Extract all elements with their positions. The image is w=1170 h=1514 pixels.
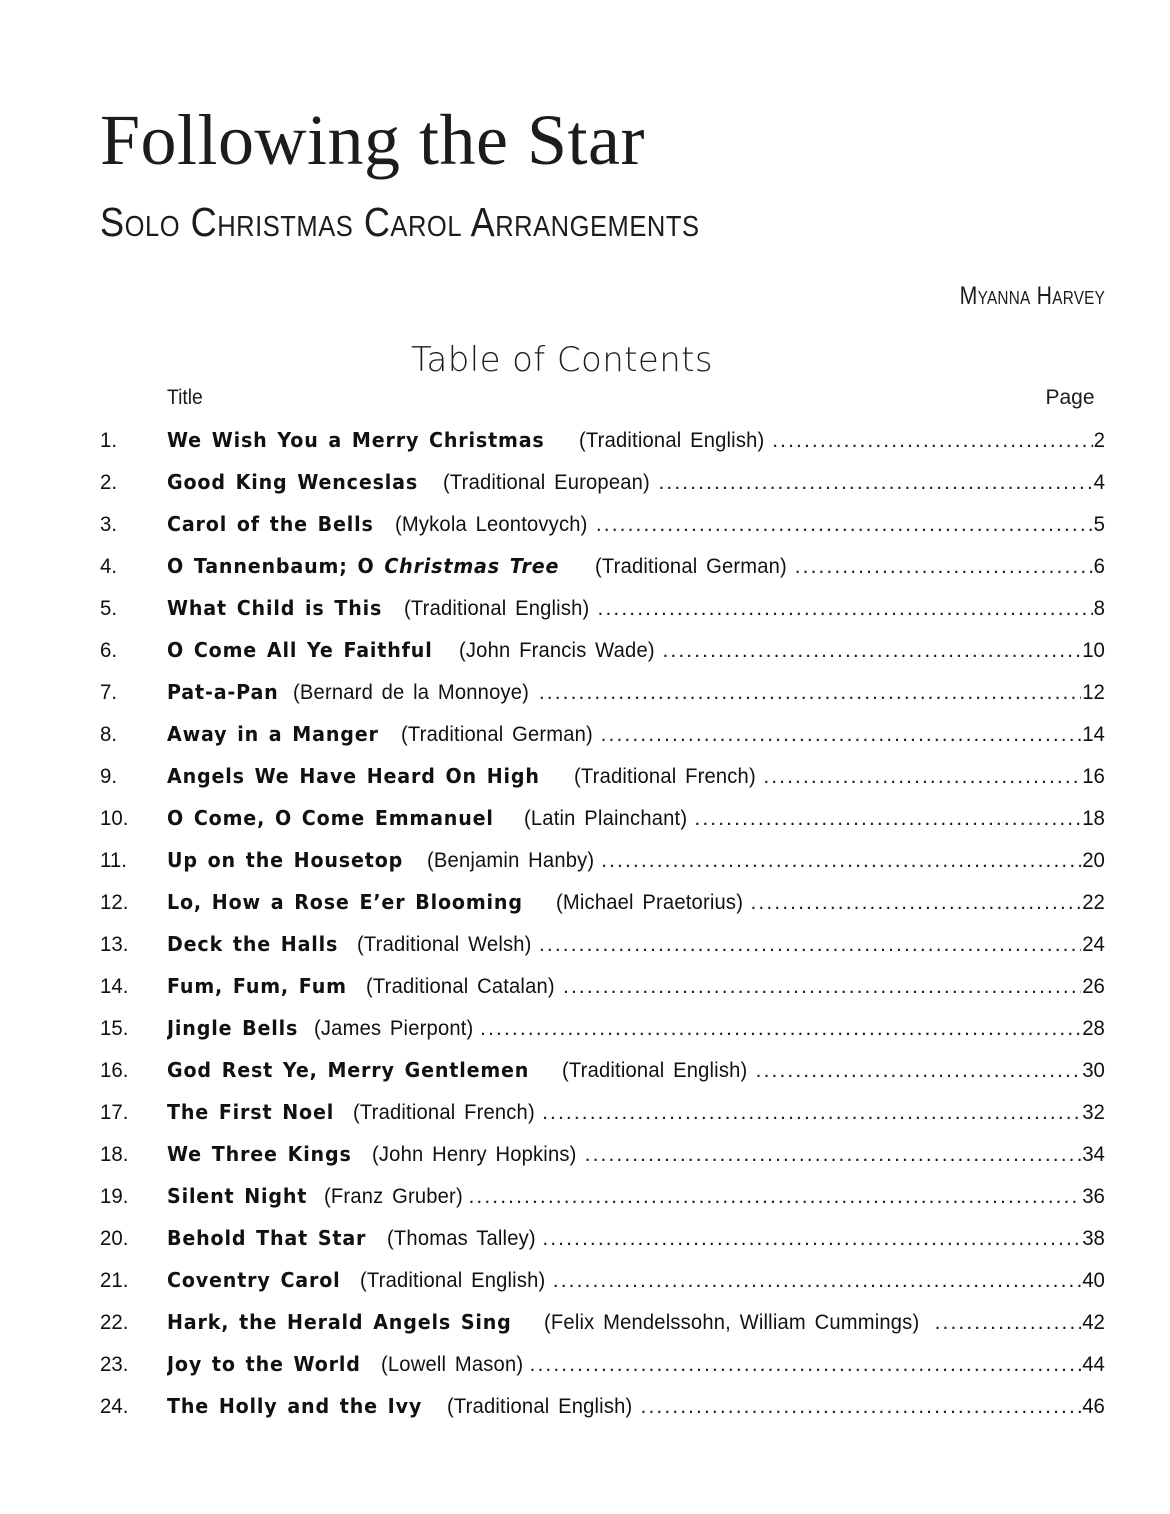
toc-entry-attribution: (Benjamin Hanby) <box>426 849 595 872</box>
toc-entry-number: 18. <box>100 1142 129 1166</box>
toc-entry-body <box>167 470 1093 495</box>
toc-entry-attribution: (Traditional German) <box>594 555 787 578</box>
toc-entry-body <box>167 932 1081 957</box>
toc-entry-song-title: O Come, O Come Emmanuel <box>167 806 494 830</box>
toc-entry-song-title: The First Noel <box>167 1100 335 1124</box>
toc-entry[interactable] <box>100 1226 1105 1268</box>
toc-entry-number: 7. <box>100 680 118 704</box>
toc-entry-page-number: 42 <box>1082 1310 1105 1334</box>
toc-dot-leader <box>756 1059 1081 1081</box>
toc-dot-leader <box>795 555 1093 577</box>
toc-entry[interactable] <box>100 554 1105 596</box>
toc-entry-page-number: 38 <box>1082 1226 1105 1250</box>
toc-entry-song-title: O Come All Ye Faithful <box>167 638 433 662</box>
author-name: Myanna Harvey <box>959 282 1105 310</box>
toc-entry[interactable] <box>100 1268 1105 1310</box>
toc-entry-song-title: Good King Wenceslas <box>167 470 419 494</box>
toc-entry[interactable] <box>100 974 1105 1016</box>
toc-entry-number: 3. <box>100 512 118 536</box>
toc-entry[interactable] <box>100 1100 1105 1142</box>
toc-entry-page-number: 16 <box>1082 764 1105 788</box>
toc-entry[interactable] <box>100 1058 1105 1100</box>
toc-entry-attribution: (John Henry Hopkins) <box>371 1143 577 1166</box>
toc-entry-attribution: (Traditional English) <box>562 1059 748 1082</box>
toc-entry-song-title: Away in a Manger <box>167 722 379 746</box>
toc-entry-number: 2. <box>100 470 118 494</box>
toc-entry-attribution: (Franz Gruber) <box>323 1185 463 1208</box>
toc-entry[interactable] <box>100 512 1105 554</box>
toc-entry-body <box>167 680 1081 705</box>
toc-entry-page-number: 44 <box>1082 1352 1105 1376</box>
toc-dot-leader <box>553 1269 1081 1291</box>
toc-entry-number: 4. <box>100 554 118 578</box>
toc-entry-number: 1. <box>100 428 118 452</box>
toc-entry-body <box>167 1394 1081 1419</box>
toc-entry-page-number: 26 <box>1082 974 1105 998</box>
table-of-contents-heading: Table of Contents <box>410 340 714 380</box>
toc-entry[interactable] <box>100 1184 1105 1226</box>
toc-entry[interactable] <box>100 638 1105 680</box>
toc-entry-body <box>167 974 1081 999</box>
toc-entry-body <box>167 1184 1081 1209</box>
toc-entry[interactable] <box>100 890 1105 932</box>
toc-entry-body <box>167 1100 1081 1125</box>
toc-entry[interactable] <box>100 932 1105 974</box>
toc-entry-song-title-italic: Christmas Tree <box>384 554 560 578</box>
toc-entry-song-title: Pat-a-Pan <box>167 680 279 704</box>
toc-entry-number: 11. <box>100 848 127 872</box>
toc-entry-body <box>167 554 1093 579</box>
toc-dot-leader <box>601 723 1081 745</box>
toc-dot-leader <box>539 933 1081 955</box>
toc-dot-leader <box>659 471 1094 493</box>
toc-entry-page-number: 12 <box>1082 680 1105 704</box>
toc-entry[interactable] <box>100 848 1105 890</box>
toc-entry[interactable] <box>100 470 1105 512</box>
toc-entry-song-title: The Holly and the Ivy <box>167 1394 423 1418</box>
toc-dot-leader <box>585 1143 1081 1165</box>
toc-dot-leader <box>694 807 1081 829</box>
toc-entry-song-title: Hark, the Herald Angels Sing <box>167 1310 512 1334</box>
toc-entry-page-number: 8 <box>1093 596 1105 620</box>
toc-dot-leader <box>763 765 1081 787</box>
toc-entry-attribution: (Thomas Talley) <box>387 1227 537 1250</box>
toc-entry-song-title: Silent Night <box>167 1184 308 1208</box>
toc-entry-body <box>167 806 1081 831</box>
toc-dot-leader <box>598 597 1094 619</box>
toc-entry[interactable] <box>100 806 1105 848</box>
toc-entry-song-title: We Three Kings <box>167 1142 352 1166</box>
toc-entry-song-title: We Wish You a Merry Christmas <box>167 428 545 452</box>
toc-dot-leader <box>596 513 1093 535</box>
toc-entry[interactable] <box>100 722 1105 764</box>
toc-entry-number: 21. <box>100 1268 129 1292</box>
toc-entry-attribution: (Latin Plainchant) <box>524 807 688 830</box>
toc-entry-song-title: What Child is This <box>167 596 383 620</box>
toc-entry-number: 8. <box>100 722 118 746</box>
toc-entry-body <box>167 1352 1081 1377</box>
toc-entry-attribution: (Felix Mendelssohn, William Cummings) <box>543 1311 919 1334</box>
toc-entry-number: 13. <box>100 932 129 956</box>
toc-entry-body <box>167 1142 1081 1167</box>
table-of-contents-list <box>100 428 1105 1436</box>
toc-entry-attribution: (Traditional French) <box>352 1101 535 1124</box>
toc-entry-page-number: 30 <box>1082 1058 1105 1082</box>
toc-dot-leader <box>480 1017 1081 1039</box>
toc-dot-leader <box>772 429 1093 451</box>
toc-entry[interactable] <box>100 764 1105 806</box>
toc-dot-leader <box>751 891 1082 913</box>
toc-entry-number: 16. <box>100 1058 129 1082</box>
toc-entry-number: 22. <box>100 1310 129 1334</box>
toc-entry-song-title: Deck the Halls <box>167 932 339 956</box>
toc-entry-page-number: 22 <box>1082 890 1105 914</box>
toc-entry-body <box>167 1310 1081 1335</box>
toc-entry-body <box>167 1016 1081 1041</box>
toc-entry-body <box>167 596 1093 621</box>
toc-entry-attribution: (Traditional English) <box>404 597 590 620</box>
toc-dot-leader <box>601 849 1081 871</box>
toc-entry-attribution: (Bernard de la Monnoye) <box>292 681 530 704</box>
toc-entry-attribution: (Traditional French) <box>573 765 756 788</box>
toc-dot-leader <box>530 1353 1082 1375</box>
toc-entry-body <box>167 1268 1081 1293</box>
toc-entry-number: 10. <box>100 806 129 830</box>
toc-entry-number: 23. <box>100 1352 129 1376</box>
toc-entry-song-title: Fum, Fum, Fum <box>167 974 347 998</box>
masthead <box>100 100 1105 310</box>
toc-entry-page-number: 10 <box>1082 638 1105 662</box>
toc-entry-page-number: 36 <box>1082 1184 1105 1208</box>
toc-entry-number: 17. <box>100 1100 129 1124</box>
toc-entry-attribution: (Mykola Leontovych) <box>395 513 588 536</box>
toc-dot-leader <box>641 1395 1082 1417</box>
toc-entry-page-number: 20 <box>1082 848 1105 872</box>
toc-entry-song-title: Carol of the Bells <box>167 512 374 536</box>
toc-entry-page-number: 34 <box>1082 1142 1105 1166</box>
toc-dot-leader <box>563 975 1081 997</box>
toc-entry-attribution: (Traditional Catalan) <box>366 975 556 998</box>
column-header-title: Title <box>167 386 203 409</box>
toc-entry-body <box>167 638 1081 663</box>
toc-entry[interactable] <box>100 680 1105 722</box>
toc-entry-attribution: (James Pierpont) <box>314 1017 474 1040</box>
toc-entry-song-title: Lo, How a Rose E’er Blooming <box>167 890 523 914</box>
toc-entry-number: 15. <box>100 1016 129 1040</box>
toc-entry-number: 6. <box>100 638 118 662</box>
toc-entry-page-number: 2 <box>1093 428 1105 452</box>
toc-dot-leader <box>539 681 1081 703</box>
toc-entry-body <box>167 722 1081 747</box>
toc-entry-body <box>167 848 1081 873</box>
toc-entry-page-number: 28 <box>1082 1016 1105 1040</box>
toc-entry-page-number: 6 <box>1093 554 1105 578</box>
toc-entry-attribution: (Michael Praetorius) <box>555 891 743 914</box>
toc-entry[interactable] <box>100 1352 1105 1394</box>
toc-entry[interactable] <box>100 596 1105 638</box>
book-subtitle: Solo Christmas Carol Arrangements <box>100 199 700 245</box>
toc-entry[interactable] <box>100 1310 1105 1352</box>
toc-entry-number: 24. <box>100 1394 129 1418</box>
toc-entry-page-number: 24 <box>1082 932 1105 956</box>
toc-entry-number: 19. <box>100 1184 129 1208</box>
toc-entry-body <box>167 890 1081 915</box>
author-line <box>100 282 1105 311</box>
toc-entry-number: 20. <box>100 1226 129 1250</box>
toc-entry-song-title <box>167 554 559 578</box>
toc-dot-leader <box>935 1311 1081 1333</box>
toc-entry-attribution: (Traditional English) <box>447 1395 633 1418</box>
toc-entry-number: 14. <box>100 974 129 998</box>
toc-entry-song-title: Up on the Housetop <box>167 848 404 872</box>
toc-entry-body <box>167 1058 1081 1083</box>
toc-entry-song-title: Jingle Bells <box>167 1016 299 1040</box>
page-title: Following the Star <box>100 100 645 180</box>
toc-entry-attribution: (Lowell Mason) <box>381 1353 524 1376</box>
toc-entry-song-title: Joy to the World <box>167 1352 361 1376</box>
toc-entry-page-number: 14 <box>1082 722 1105 746</box>
toc-entry-page-number: 4 <box>1093 470 1105 494</box>
toc-entry-attribution: (John Francis Wade) <box>458 639 655 662</box>
toc-entry-page-number: 40 <box>1082 1268 1105 1292</box>
toc-dot-leader <box>542 1227 1081 1249</box>
toc-entry-page-number: 18 <box>1082 806 1105 830</box>
toc-entry[interactable] <box>100 428 1105 470</box>
toc-entry-song-title: Coventry Carol <box>167 1268 341 1292</box>
toc-entry-body <box>167 1226 1081 1251</box>
toc-entry-body <box>167 764 1081 789</box>
toc-entry-song-title: God Rest Ye, Merry Gentlemen <box>167 1058 530 1082</box>
toc-entry-song-title: Behold That Star <box>167 1226 367 1250</box>
toc-entry-number: 12. <box>100 890 129 914</box>
toc-entry[interactable] <box>100 1016 1105 1058</box>
toc-entry[interactable] <box>100 1142 1105 1184</box>
toc-entry-attribution: (Traditional English) <box>579 429 765 452</box>
toc-dot-leader <box>542 1101 1081 1123</box>
toc-entry-page-number: 32 <box>1082 1100 1105 1124</box>
toc-entry-song-title: Angels We Have Heard On High <box>167 764 540 788</box>
toc-entry-attribution: (Traditional Welsh) <box>357 933 532 956</box>
toc-entry-page-number: 5 <box>1093 512 1105 536</box>
toc-entry-number: 5. <box>100 596 118 620</box>
toc-entry-body <box>167 428 1093 453</box>
toc-entry-attribution: (Traditional English) <box>359 1269 546 1292</box>
toc-dot-leader <box>662 639 1081 661</box>
toc-entry-body <box>167 512 1093 537</box>
toc-entry-attribution: (Traditional European) <box>442 471 650 494</box>
toc-dot-leader <box>468 1185 1081 1207</box>
column-header-page: Page <box>1045 386 1095 409</box>
toc-entry-page-number: 46 <box>1082 1394 1105 1418</box>
toc-column-headers <box>100 386 1105 412</box>
toc-entry-number: 9. <box>100 764 118 788</box>
toc-entry-song-title-roman: O Tannenbaum; O <box>167 554 385 578</box>
toc-entry[interactable] <box>100 1394 1105 1436</box>
toc-entry-attribution: (Traditional German) <box>400 723 593 746</box>
